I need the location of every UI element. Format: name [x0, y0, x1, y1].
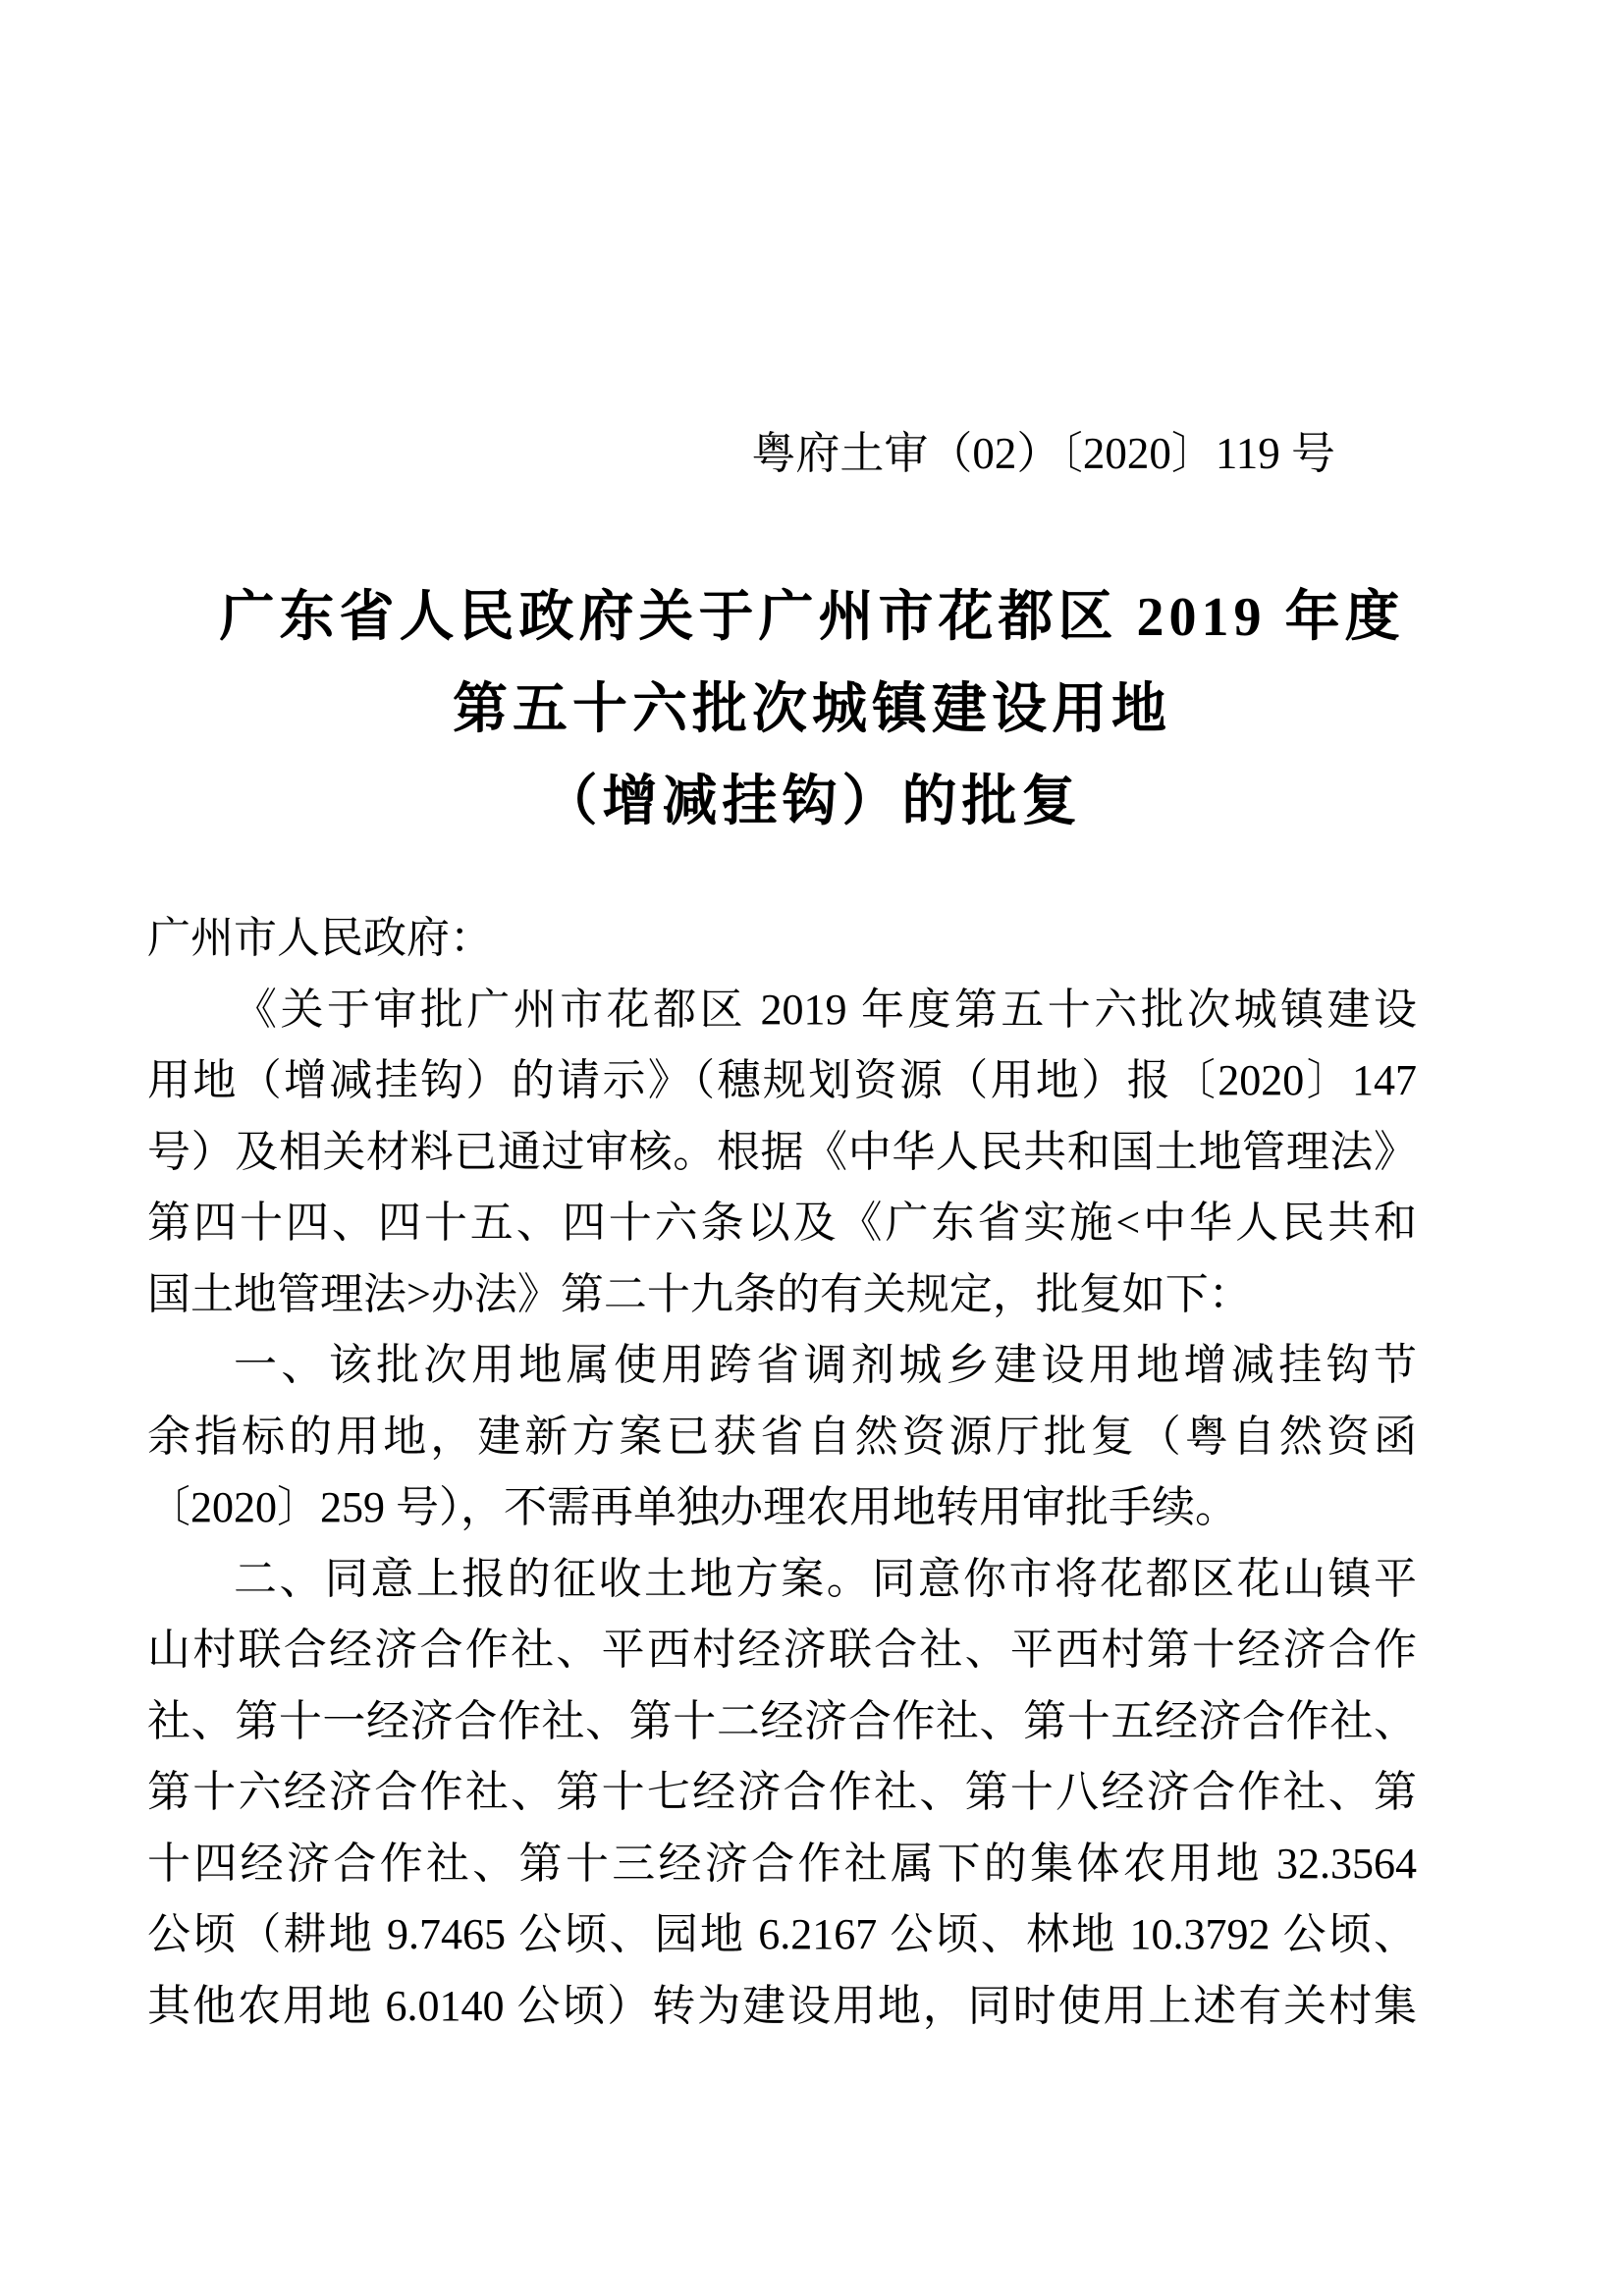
body-line: 第四十四、四十五、四十六条以及《广东省实施<中华人民共和 [147, 1199, 1417, 1247]
body-line: 一、该批次用地属使用跨省调剂城乡建设用地增减挂钩节 [234, 1341, 1417, 1389]
body-line: 〔2020〕259 号），不需再单独办理农用地转用审批手续。 [147, 1483, 1238, 1531]
title-line-3: （增减挂钩）的批复 [542, 772, 1082, 832]
paragraph-1 [147, 975, 1417, 1331]
body-line: 二、同意上报的征收土地方案。同意你市将花都区花山镇平 [234, 1554, 1417, 1603]
paragraph-2 [147, 1330, 1417, 1544]
title-line-2: 第五十六批次城镇建设用地 [453, 679, 1171, 740]
body-line: 其他农用地 6.0140 公顷）转为建设用地，同时使用上述有关村集 [147, 1981, 1417, 2030]
body-line: 余指标的用地，建新方案已获省自然资源厅批复（粤自然资函 [147, 1412, 1417, 1461]
body-line: 山村联合经济合作社、平西村经济联合社、平西村第十经济合作 [147, 1626, 1417, 1674]
body-line: 公顷（耕地 9.7465 公顷、园地 6.2167 公顷、林地 10.3792 公顷、 [147, 1910, 1417, 1958]
body-line: 十四经济合作社、第十三经济合作社属下的集体农用地 32.3564 [147, 1839, 1417, 1888]
body-line: 《关于审批广州市花都区 2019 年度第五十六批次城镇建设 [234, 985, 1417, 1034]
title-line-1: 广东省人民政府关于广州市花都区 2019 年度 [219, 587, 1405, 648]
salutation: 广州市人民政府： [147, 914, 493, 962]
body-line: 国土地管理法>办法》第二十九条的有关规定，批复如下： [147, 1269, 1252, 1318]
document-number: 粤府土审（02）〔2020〕119 号 [751, 429, 1335, 478]
body-line: 第十六经济合作社、第十七经济合作社、第十八经济合作社、第 [147, 1768, 1417, 1816]
body-line: 号）及相关材料已通过审核。根据《中华人民共和国土地管理法》 [147, 1127, 1417, 1176]
body-line: 社、第十一经济合作社、第十二经济合作社、第十五经济合作社、 [147, 1696, 1417, 1745]
document-title [0, 571, 1624, 848]
body-line: 用地（增减挂钩）的请示》（穗规划资源（用地）报〔2020〕147 [147, 1056, 1417, 1104]
paragraph-3 [147, 1544, 1417, 2043]
document-body [147, 903, 1417, 2042]
